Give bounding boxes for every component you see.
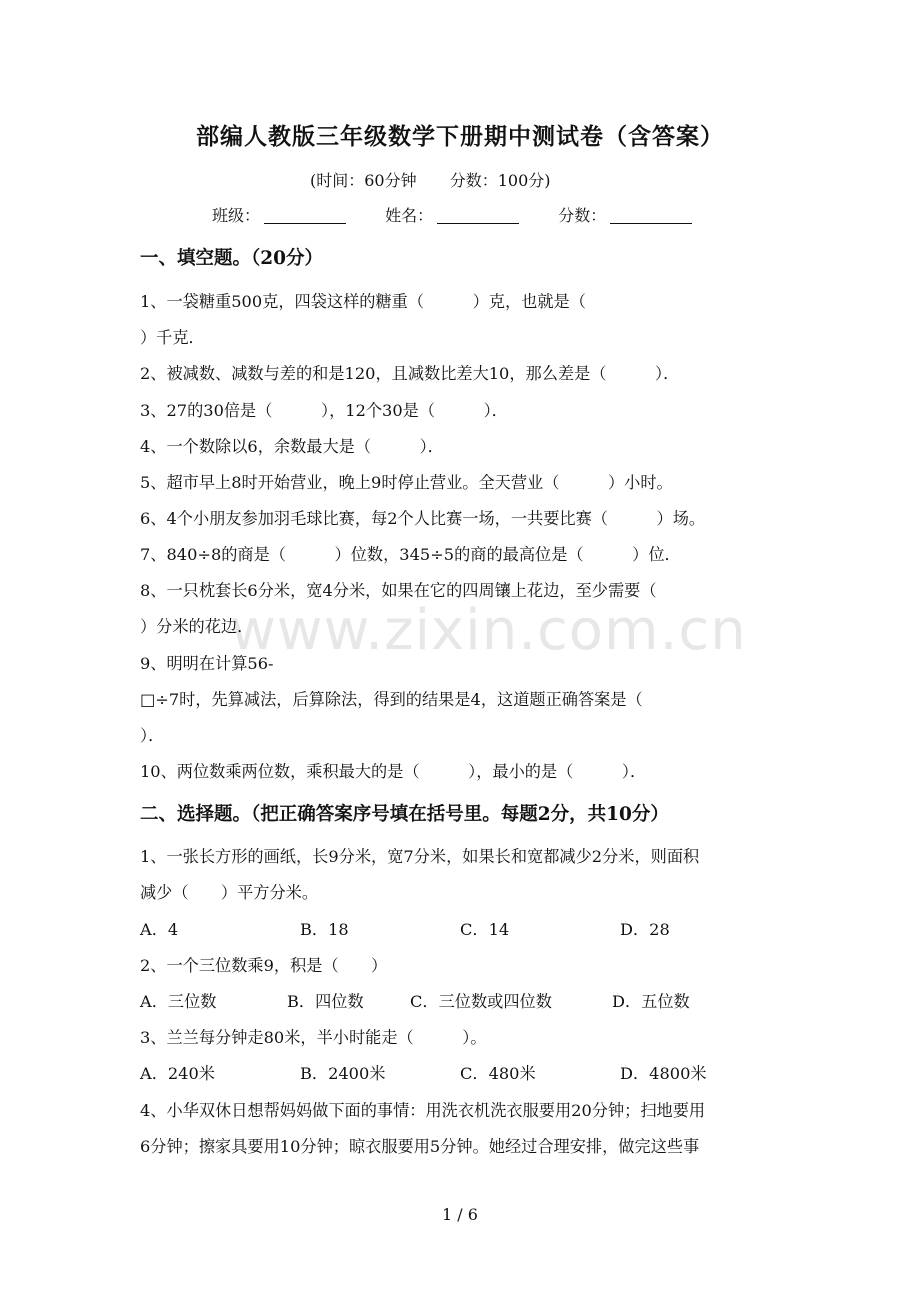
option-c[interactable]: C．三位数或四位数 (410, 992, 552, 1011)
question-line: 6分钟；擦家具要用10分钟；晾衣服要用5分钟。她经过合理安排，做完这些事 (140, 1137, 700, 1156)
option-d[interactable]: D．28 (620, 920, 670, 939)
score-field[interactable] (558, 203, 692, 226)
score-blank[interactable] (610, 207, 692, 224)
exam-meta (310, 168, 579, 191)
score-info: 分数：100分) (449, 171, 551, 190)
question-line: 2、被减数、减数与差的和是120，且减数比差大10，那么差是（ ）． (140, 364, 680, 383)
name-field[interactable] (385, 203, 519, 226)
question-line: 10、两位数乘两位数，乘积最大的是（ ），最小的是（ ）． (140, 762, 647, 781)
option-a[interactable]: A．4 (140, 920, 179, 939)
question-line: 4、一个数除以6，余数最大是（ ）． (140, 437, 444, 456)
question-line: 5、超市早上8时开始营业，晚上9时停止营业。全天营业（ ）小时。 (140, 473, 673, 492)
section-heading-choice: 二、选择题。（把正确答案序号填在括号里。每题2分，共10分） (140, 804, 669, 825)
question-line: ）． (140, 726, 165, 745)
question-line: 2、一个三位数乘9，积是（ ） (140, 956, 388, 975)
name-blank[interactable] (437, 207, 519, 224)
option-b[interactable]: B．2400米 (300, 1064, 386, 1083)
question-line: ）分米的花边． (140, 617, 254, 636)
score-label: 分数： (558, 206, 607, 225)
question-line: 6、4个小朋友参加羽毛球比赛，每2个人比赛一场，一共要比赛（ ）场。 (140, 509, 706, 528)
option-a[interactable]: A．240米 (140, 1064, 215, 1083)
question-line: 7、840÷8的商是（ ）位数，345÷5的商的最高位是（ ）位． (140, 545, 681, 564)
option-c[interactable]: C．480米 (460, 1064, 536, 1083)
option-b[interactable]: B．四位数 (287, 992, 364, 1011)
question-line: 3、兰兰每分钟走80米，半小时能走（ ）。 (140, 1028, 487, 1047)
question-line: 1、一袋糖重500克，四袋这样的糖重（ ）克，也就是（ (140, 292, 586, 311)
option-d[interactable]: D．4800米 (620, 1064, 707, 1083)
question-line: 8、一只枕套长6分米，宽4分米，如果在它的四周镶上花边，至少需要（ (140, 581, 657, 600)
name-label: 姓名： (385, 206, 434, 225)
question-line: 9、明明在计算56- (140, 654, 274, 673)
question-line: ）千克． (140, 328, 205, 347)
question-line: 1、一张长方形的画纸，长9分米，宽7分米，如果长和宽都减少2分米，则面积 (140, 847, 700, 866)
option-a[interactable]: A．三位数 (140, 992, 217, 1011)
page-number: 1 / 6 (442, 1205, 478, 1224)
class-label: 班级： (212, 206, 261, 225)
student-fields (212, 203, 726, 226)
option-c[interactable]: C．14 (460, 920, 510, 939)
question-line: 4、小华双休日想帮妈妈做下面的事情：用洗衣机洗衣服要用20分钟；扫地要用 (140, 1101, 706, 1120)
option-b[interactable]: B．18 (300, 920, 349, 939)
question-line: 减少（ ）平方分米。 (140, 883, 319, 902)
class-blank[interactable] (264, 207, 346, 224)
time-info: (时间：60分钟 (310, 171, 417, 190)
class-field[interactable] (212, 203, 346, 226)
question-line: 3、27的30倍是（ ），12个30是（ ）． (140, 401, 508, 420)
option-d[interactable]: D．五位数 (612, 992, 690, 1011)
page-title: 部编人教版三年级数学下册期中测试卷（含答案） (196, 123, 724, 150)
question-line: □÷7时，先算减法，后算除法，得到的结果是4，这道题正确答案是（ (140, 690, 643, 709)
section-heading-fill-blank: 一、填空题。（20分） (140, 248, 323, 269)
watermark: www.zixin.com.cn (230, 598, 747, 663)
